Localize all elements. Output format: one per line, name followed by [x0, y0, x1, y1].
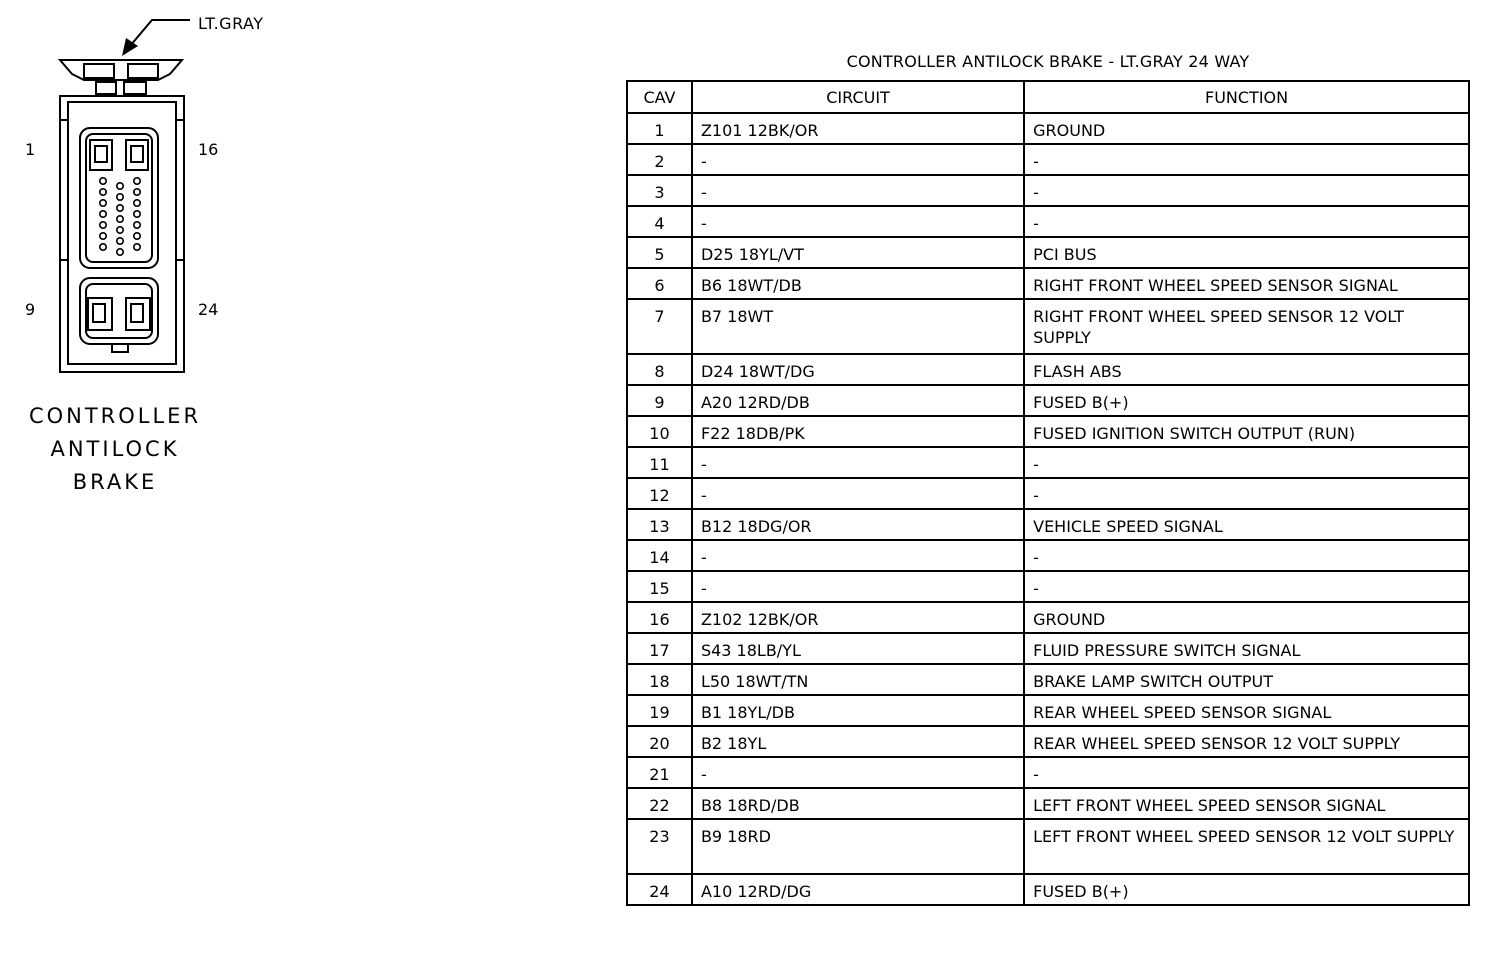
- cell-cav: 8: [627, 354, 692, 385]
- pin-label-bottom-left: 9: [25, 300, 36, 319]
- cell-cav: 5: [627, 237, 692, 268]
- cell-circuit: A10 12RD/DG: [692, 874, 1024, 905]
- table-row: [627, 757, 1469, 788]
- cell-function: REAR WHEEL SPEED SENSOR SIGNAL: [1024, 695, 1469, 726]
- cell-cav: 10: [627, 416, 692, 447]
- table-row: [627, 874, 1469, 905]
- cell-cav: 14: [627, 540, 692, 571]
- cell-circuit: -: [692, 478, 1024, 509]
- table-title: CONTROLLER ANTILOCK BRAKE - LT.GRAY 24 WAY: [846, 52, 1250, 71]
- cell-function: -: [1024, 478, 1469, 509]
- cell-function: -: [1024, 206, 1469, 237]
- connector-name-line-2: ANTILOCK: [50, 437, 180, 461]
- cell-cav: 17: [627, 633, 692, 664]
- table-row: [627, 113, 1469, 144]
- cell-function: -: [1024, 175, 1469, 206]
- table-row: [627, 237, 1469, 268]
- table-row: [627, 206, 1469, 237]
- cell-circuit: Z101 12BK/OR: [692, 113, 1024, 144]
- cell-circuit: B8 18RD/DB: [692, 788, 1024, 819]
- cell-function: LEFT FRONT WHEEL SPEED SENSOR 12 VOLT SUPPLY: [1024, 819, 1469, 874]
- cell-cav: 20: [627, 726, 692, 757]
- connector-color-label: LT.GRAY: [198, 14, 264, 33]
- cell-function: FUSED B(+): [1024, 874, 1469, 905]
- cell-cav: 4: [627, 206, 692, 237]
- table-row: [627, 175, 1469, 206]
- cell-function: -: [1024, 571, 1469, 602]
- cell-circuit: B6 18WT/DB: [692, 268, 1024, 299]
- cell-cav: 7: [627, 299, 692, 354]
- cell-circuit: -: [692, 447, 1024, 478]
- cell-cav: 21: [627, 757, 692, 788]
- cell-function: FUSED B(+): [1024, 385, 1469, 416]
- cell-function: GROUND: [1024, 113, 1469, 144]
- table-row: [627, 416, 1469, 447]
- header-function: FUNCTION: [1024, 81, 1469, 113]
- header-circuit: CIRCUIT: [692, 81, 1024, 113]
- cell-cav: 23: [627, 819, 692, 874]
- table-header-row: [627, 81, 1469, 113]
- cell-cav: 12: [627, 478, 692, 509]
- cell-circuit: F22 18DB/PK: [692, 416, 1024, 447]
- pin-label-top-right: 16: [198, 140, 219, 159]
- cell-circuit: B1 18YL/DB: [692, 695, 1024, 726]
- cell-function: -: [1024, 540, 1469, 571]
- connector-name-line-3: BRAKE: [72, 470, 158, 494]
- header-cav: CAV: [627, 81, 692, 113]
- cell-function: -: [1024, 144, 1469, 175]
- cell-function: FLASH ABS: [1024, 354, 1469, 385]
- connector-body: [60, 96, 184, 372]
- cell-function: PCI BUS: [1024, 237, 1469, 268]
- pinout-table: [626, 80, 1470, 906]
- table-row: [627, 144, 1469, 175]
- cell-function: -: [1024, 757, 1469, 788]
- table-row: [627, 633, 1469, 664]
- cell-circuit: -: [692, 206, 1024, 237]
- color-leader-arrow: [122, 20, 190, 56]
- table-row: [627, 726, 1469, 757]
- table-row: [627, 478, 1469, 509]
- cell-function: -: [1024, 447, 1469, 478]
- cell-circuit: D25 18YL/VT: [692, 237, 1024, 268]
- cell-cav: 11: [627, 447, 692, 478]
- cell-cav: 6: [627, 268, 692, 299]
- cell-function: REAR WHEEL SPEED SENSOR 12 VOLT SUPPLY: [1024, 726, 1469, 757]
- cell-circuit: Z102 12BK/OR: [692, 602, 1024, 633]
- connector-name-line-1: CONTROLLER: [28, 404, 202, 428]
- pin-label-bottom-right: 24: [198, 300, 219, 319]
- table-row: [627, 571, 1469, 602]
- cell-function: LEFT FRONT WHEEL SPEED SENSOR SIGNAL: [1024, 788, 1469, 819]
- cell-cav: 19: [627, 695, 692, 726]
- cell-function: FLUID PRESSURE SWITCH SIGNAL: [1024, 633, 1469, 664]
- cell-circuit: -: [692, 757, 1024, 788]
- cell-cav: 16: [627, 602, 692, 633]
- cell-cav: 1: [627, 113, 692, 144]
- cell-circuit: -: [692, 571, 1024, 602]
- cell-circuit: B7 18WT: [692, 299, 1024, 354]
- cell-cav: 18: [627, 664, 692, 695]
- cell-cav: 22: [627, 788, 692, 819]
- cell-cav: 9: [627, 385, 692, 416]
- cell-circuit: -: [692, 540, 1024, 571]
- cell-circuit: D24 18WT/DG: [692, 354, 1024, 385]
- cell-circuit: B12 18DG/OR: [692, 509, 1024, 540]
- cell-cav: 24: [627, 874, 692, 905]
- pin-label-top-left: 1: [25, 140, 36, 159]
- table-row: [627, 385, 1469, 416]
- table-row: [627, 268, 1469, 299]
- connector-latch: [60, 60, 182, 94]
- cell-function: FUSED IGNITION SWITCH OUTPUT (RUN): [1024, 416, 1469, 447]
- cell-circuit: S43 18LB/YL: [692, 633, 1024, 664]
- cell-function: RIGHT FRONT WHEEL SPEED SENSOR SIGNAL: [1024, 268, 1469, 299]
- table-row: [627, 540, 1469, 571]
- cell-cav: 2: [627, 144, 692, 175]
- cell-function: BRAKE LAMP SWITCH OUTPUT: [1024, 664, 1469, 695]
- connector-name: [0, 400, 230, 499]
- cell-cav: 3: [627, 175, 692, 206]
- cell-circuit: A20 12RD/DB: [692, 385, 1024, 416]
- cell-circuit: -: [692, 144, 1024, 175]
- table-row: [627, 819, 1469, 874]
- table-row: [627, 602, 1469, 633]
- cell-cav: 13: [627, 509, 692, 540]
- cell-function: RIGHT FRONT WHEEL SPEED SENSOR 12 VOLT SUPPLY: [1024, 299, 1469, 354]
- cell-cav: 15: [627, 571, 692, 602]
- cell-circuit: B9 18RD: [692, 819, 1024, 874]
- table-row: [627, 354, 1469, 385]
- cell-circuit: B2 18YL: [692, 726, 1024, 757]
- table-row: [627, 447, 1469, 478]
- table-row: [627, 299, 1469, 354]
- table-row: [627, 664, 1469, 695]
- cell-function: VEHICLE SPEED SIGNAL: [1024, 509, 1469, 540]
- cell-circuit: -: [692, 175, 1024, 206]
- table-row: [627, 509, 1469, 540]
- cell-circuit: L50 18WT/TN: [692, 664, 1024, 695]
- cell-function: GROUND: [1024, 602, 1469, 633]
- table-row: [627, 695, 1469, 726]
- table-row: [627, 788, 1469, 819]
